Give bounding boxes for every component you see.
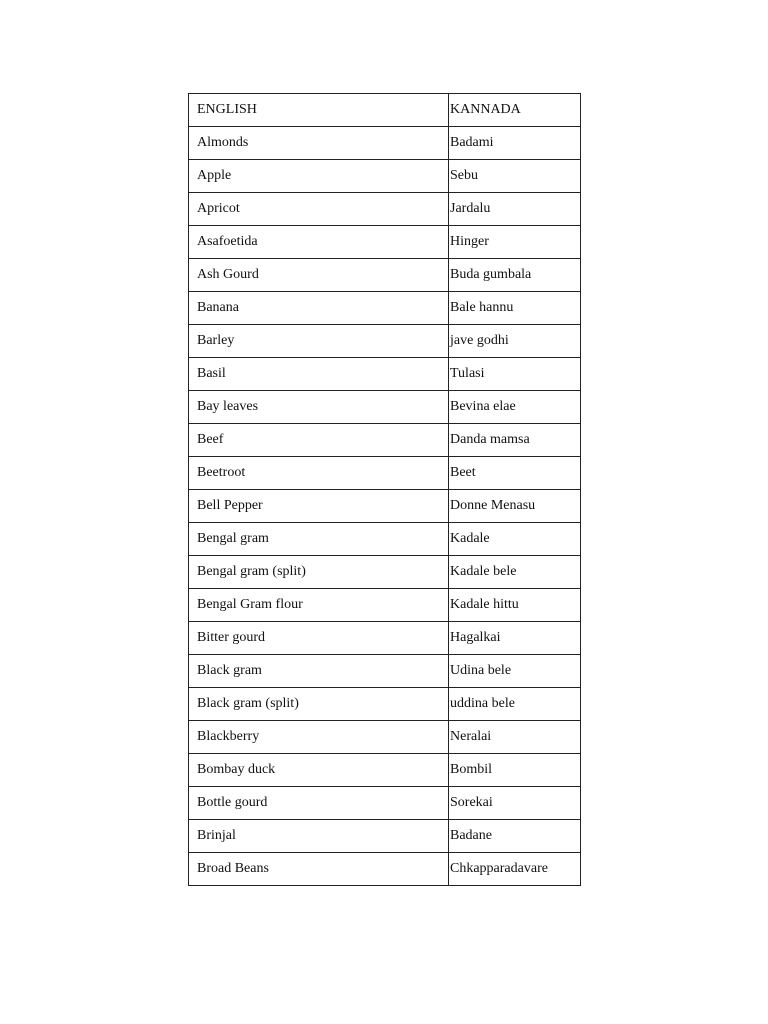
kannada-cell: Badane bbox=[449, 820, 581, 853]
english-cell: Ash Gourd bbox=[189, 259, 449, 292]
table-body bbox=[189, 94, 581, 886]
english-cell: Beef bbox=[189, 424, 449, 457]
kannada-cell: Hinger bbox=[449, 226, 581, 259]
kannada-cell: Bombil bbox=[449, 754, 581, 787]
table-row bbox=[189, 391, 581, 424]
table-row bbox=[189, 523, 581, 556]
table-row bbox=[189, 754, 581, 787]
table-row bbox=[189, 820, 581, 853]
english-cell: Banana bbox=[189, 292, 449, 325]
english-cell: Apple bbox=[189, 160, 449, 193]
table-row bbox=[189, 556, 581, 589]
kannada-cell: Jardalu bbox=[449, 193, 581, 226]
table-row bbox=[189, 853, 581, 886]
table-row bbox=[189, 325, 581, 358]
kannada-cell: Kadale hittu bbox=[449, 589, 581, 622]
english-cell: Barley bbox=[189, 325, 449, 358]
kannada-cell: Bale hannu bbox=[449, 292, 581, 325]
english-cell: Almonds bbox=[189, 127, 449, 160]
kannada-cell: Danda mamsa bbox=[449, 424, 581, 457]
kannada-cell: Bevina elae bbox=[449, 391, 581, 424]
english-cell: Blackberry bbox=[189, 721, 449, 754]
english-cell: Apricot bbox=[189, 193, 449, 226]
kannada-cell: jave godhi bbox=[449, 325, 581, 358]
kannada-cell: Sorekai bbox=[449, 787, 581, 820]
kannada-cell: uddina bele bbox=[449, 688, 581, 721]
kannada-cell: Sebu bbox=[449, 160, 581, 193]
table-row bbox=[189, 292, 581, 325]
table-row bbox=[189, 787, 581, 820]
table-row bbox=[189, 655, 581, 688]
table-row bbox=[189, 424, 581, 457]
table-row bbox=[189, 721, 581, 754]
english-kannada-table bbox=[188, 93, 581, 886]
kannada-cell: Hagalkai bbox=[449, 622, 581, 655]
english-cell: Bengal Gram flour bbox=[189, 589, 449, 622]
table-row bbox=[189, 457, 581, 490]
table-row bbox=[189, 127, 581, 160]
kannada-cell: Buda gumbala bbox=[449, 259, 581, 292]
english-cell: Bell Pepper bbox=[189, 490, 449, 523]
kannada-cell: Udina bele bbox=[449, 655, 581, 688]
english-cell: Asafoetida bbox=[189, 226, 449, 259]
kannada-cell: Donne Menasu bbox=[449, 490, 581, 523]
table-row bbox=[189, 259, 581, 292]
english-cell: Basil bbox=[189, 358, 449, 391]
kannada-cell: Kadale bele bbox=[449, 556, 581, 589]
table-row bbox=[189, 622, 581, 655]
english-cell: Bitter gourd bbox=[189, 622, 449, 655]
table-row bbox=[189, 490, 581, 523]
english-cell: Bengal gram (split) bbox=[189, 556, 449, 589]
kannada-cell: Badami bbox=[449, 127, 581, 160]
table-row bbox=[189, 226, 581, 259]
table-row bbox=[189, 589, 581, 622]
english-cell: Beetroot bbox=[189, 457, 449, 490]
table-row bbox=[189, 688, 581, 721]
english-cell: Broad Beans bbox=[189, 853, 449, 886]
english-cell: Black gram bbox=[189, 655, 449, 688]
english-cell: Bay leaves bbox=[189, 391, 449, 424]
header-english: ENGLISH bbox=[189, 94, 449, 127]
english-cell: Bengal gram bbox=[189, 523, 449, 556]
english-cell: Brinjal bbox=[189, 820, 449, 853]
kannada-cell: Tulasi bbox=[449, 358, 581, 391]
kannada-cell: Kadale bbox=[449, 523, 581, 556]
english-cell: Black gram (split) bbox=[189, 688, 449, 721]
kannada-cell: Beet bbox=[449, 457, 581, 490]
table-header-row bbox=[189, 94, 581, 127]
english-cell: Bottle gourd bbox=[189, 787, 449, 820]
table-row bbox=[189, 358, 581, 391]
table-row bbox=[189, 193, 581, 226]
table-row bbox=[189, 160, 581, 193]
kannada-cell: Chkapparadavare bbox=[449, 853, 581, 886]
kannada-cell: Neralai bbox=[449, 721, 581, 754]
english-cell: Bombay duck bbox=[189, 754, 449, 787]
header-kannada: KANNADA bbox=[449, 94, 581, 127]
